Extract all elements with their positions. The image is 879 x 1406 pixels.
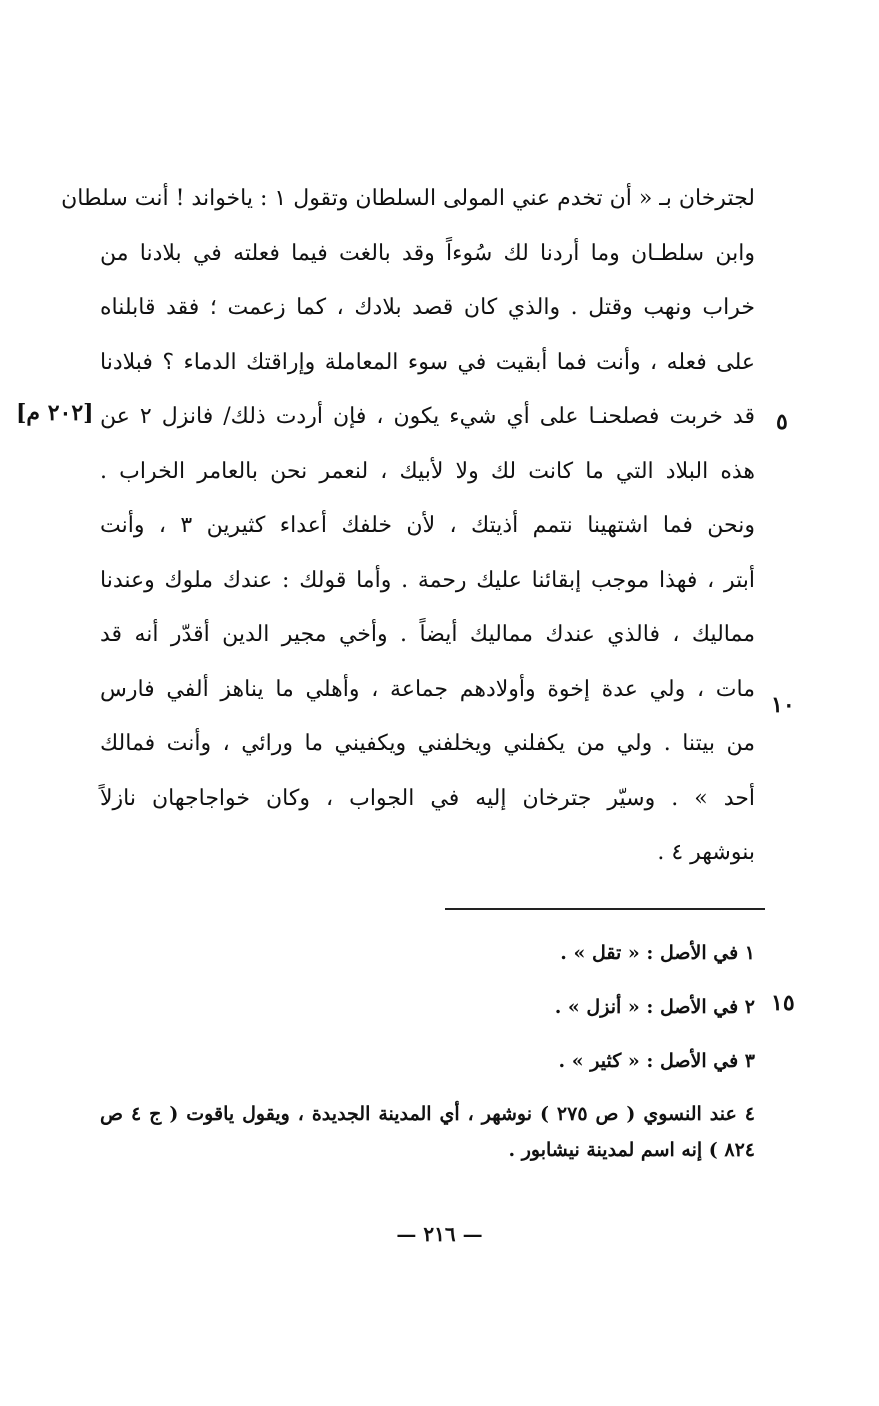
- main-text: [61, 172, 755, 881]
- footnote: ٢ في الأصل : « أنزل » .: [554, 996, 755, 1018]
- footnotes: [100, 926, 755, 1168]
- text-line: ونحن فما اشتهينا نتمم أذيتك ، لأن خلفك أعداء كثيرين ٣ ، وأنت: [100, 513, 755, 538]
- folio-reference: [٢٠٢ م]: [16, 400, 94, 426]
- footnote: ٣ في الأصل : « كثير » .: [558, 1050, 755, 1072]
- text-line: من بيتنا . ولي من يكفلني ويخلفني ويكفيني ما ورائي ، وأنت فمالك: [100, 731, 755, 756]
- text-line: قد خربت فصلحنـا على أي شيء يكون ، فإن أردت ذلك/ فانزل ٢ عن: [100, 404, 755, 429]
- page-number: — ٢١٦ —: [396, 1222, 483, 1246]
- text-line: خراب ونهب وقتل . والذي كان قصد بلادك ، كما زعمت ؛ فقد قابلناه: [100, 295, 755, 320]
- text-line: مات ، ولي عدة إخوة وأولادهم جماعة ، وأهلي ما يناهز ألفي فارس: [100, 676, 755, 702]
- line-number-10: ١٠: [771, 692, 795, 718]
- text-line: وابن سلطـان وما أردنا لك سُوءاً وقد بالغت فيما فعلته في بلادنا من: [100, 240, 755, 266]
- line-number-5: ٥: [776, 409, 788, 435]
- text-line: هذه البلاد التي ما كانت لك ولا لأبيك ، لنعمر نحن بالعامر الخراب .: [100, 458, 755, 484]
- footnote-divider: [445, 908, 765, 910]
- text-line: بنوشهر ٤ .: [657, 840, 755, 865]
- text-line: أبتر ، فهذا موجب إبقائنا عليك رحمة . وأما قولك : عندك ملوك وعندنا: [100, 567, 755, 593]
- text-line: لجترخان بـ « أن تخدم عني المولى السلطان وتقول ١ : ياخواند ! أنت سلطان: [61, 186, 755, 211]
- text-line: على فعله ، وأنت فما أبقيت في سوء المعاملة وإراقتك الدماء ؟ فبلادنا: [100, 349, 755, 375]
- line-number-15: ١٥: [771, 990, 795, 1016]
- text-line: أحد » . وسيّر جترخان إليه في الجواب ، وكان خواجاجهان نازلاً: [100, 785, 755, 811]
- footnote: ١ في الأصل : « تقل » .: [560, 942, 755, 964]
- footnote: ٤ عند النسوي ( ص ٢٧٥ ) نوشهر ، أي المدينة الجديدة ، ويقول ياقوت ( ج ٤ ص ٨٢٤ ) إنه اسم لمدينة نيشابور .: [100, 1103, 755, 1161]
- text-line: مماليك ، فالذي عندك مماليك أيضاً . وأخي مجير الدين أقدّر أنه قد: [100, 622, 755, 647]
